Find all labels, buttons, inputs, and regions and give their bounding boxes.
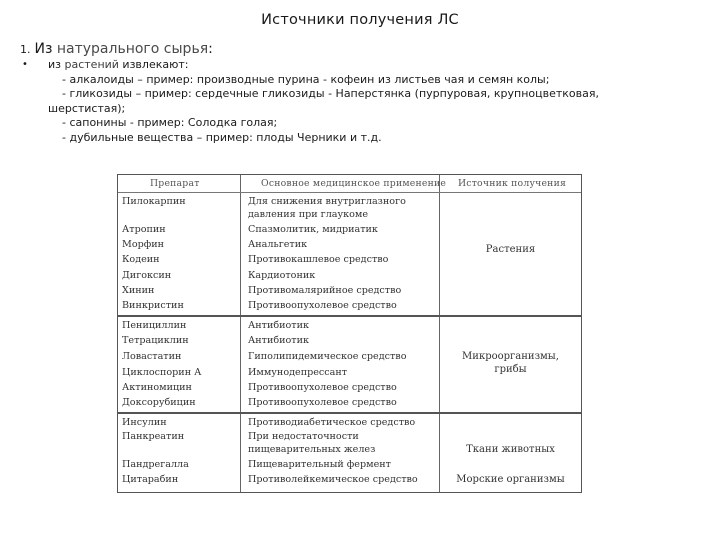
table-header-drug: Препарат <box>150 178 200 189</box>
table-cell-drug: Панкреатин <box>122 431 185 442</box>
bullet-intro-highlight: растений <box>64 58 119 71</box>
heading-number: 1. <box>20 43 31 56</box>
table-cell-drug: Тетрациклин <box>122 335 189 346</box>
heading-prefix: Из <box>34 41 57 57</box>
table-cell-drug: Хинин <box>122 285 155 296</box>
table-cell-use: Иммунодепрессант <box>248 367 348 378</box>
table-cell-use: Противолейкемическое средство <box>248 474 418 485</box>
table-cell-drug: Пилокарпин <box>122 196 186 207</box>
table-cell-source: Морские организмы <box>456 474 565 485</box>
table-cell-use: Антибиотик <box>248 335 310 346</box>
bullet-line-tannins: - дубильные вещества – пример: плоды Черники и т.д. <box>62 130 382 144</box>
page-title: Источники получения ЛС <box>261 12 459 28</box>
table-cell-source: Микроорганизмы, грибы <box>462 351 559 375</box>
table-cell-use: При недостаточности <box>248 431 359 442</box>
table-cell-drug: Циклоспорин А <box>122 367 202 378</box>
heading-highlight: натурального сырья <box>56 41 209 57</box>
table-cell-use: Для снижения внутриглазного <box>248 196 406 207</box>
table-group-divider <box>118 412 581 414</box>
table-cell-drug: Доксорубицин <box>122 397 196 408</box>
table-cell-use: Спазмолитик, мидриатик <box>248 224 378 235</box>
table-cell-use: Пищеварительный фермент <box>248 459 391 470</box>
table-cell-drug: Актиномицин <box>122 382 192 393</box>
table-cell-use: Противоопухолевое средство <box>248 397 397 408</box>
table-cell-use: давления при глаукоме <box>248 209 369 220</box>
table-header-source: Источник получения <box>458 178 567 189</box>
bullet-list <box>22 58 702 145</box>
bullet-text <box>48 58 702 145</box>
table-cell-drug: Инсулин <box>122 417 167 428</box>
bullet-intro-suffix: извлекают: <box>118 58 189 71</box>
bullet-marker: • <box>22 59 28 70</box>
table-cell-use: Противокашлевое средство <box>248 254 389 265</box>
bullet-line-glycosides-cont: шерстистая); <box>48 101 126 115</box>
table-cell-use: Противомалярийное средство <box>248 285 402 296</box>
bullet-line-alkaloids: - алкалоиды – пример: производные пурина - кофеин из листьев чая и семян колы; <box>62 72 550 86</box>
table-cell-use: Гиполипидемическое средство <box>248 351 407 362</box>
table-cell-drug: Атропин <box>122 224 166 235</box>
table-cell-drug: Дигоксин <box>122 270 172 281</box>
table-cell-drug: Пандрегалла <box>122 459 189 470</box>
table-cell-use: Кардиотоник <box>248 270 316 281</box>
table-cell-use: Антибиотик <box>248 320 310 331</box>
bullet-line-saponins: - сапонины - пример: Солодка голая; <box>62 116 278 129</box>
table-cell-source: Ткани животных <box>466 444 555 455</box>
heading-suffix: : <box>208 41 213 57</box>
table-cell-use: пищеварительных желез <box>248 444 376 455</box>
table-column-divider <box>240 175 241 492</box>
table-cell-drug: Ловастатин <box>122 351 182 362</box>
table-cell-drug: Морфин <box>122 239 165 250</box>
table-cell-source: Растения <box>485 244 536 255</box>
table-cell-use: Противодиабетическое средство <box>248 417 416 428</box>
drug-sources-table <box>117 174 582 493</box>
bullet-intro <box>48 58 702 73</box>
table-header-divider <box>118 192 581 193</box>
table-cell-use: Противоопухолевое средство <box>248 300 397 311</box>
table-cell-drug: Винкристин <box>122 300 184 311</box>
table-cell-drug: Кодеин <box>122 254 160 265</box>
table-group-divider <box>118 315 581 317</box>
bullet-line-glycosides: - гликозиды – пример: сердечные гликозиды - Наперстянка (пурпуровая, крупноцветковая, <box>62 87 599 100</box>
bullet-intro-prefix: из <box>48 58 65 71</box>
section-heading <box>20 41 213 57</box>
table-cell-drug: Цитарабин <box>122 474 179 485</box>
table-cell-use: Анальгетик <box>248 239 308 250</box>
table-header-use: Основное медицинское применение <box>261 178 447 189</box>
table-cell-use: Противоопухолевое средство <box>248 382 397 393</box>
table-cell-drug: Пенициллин <box>122 320 187 331</box>
